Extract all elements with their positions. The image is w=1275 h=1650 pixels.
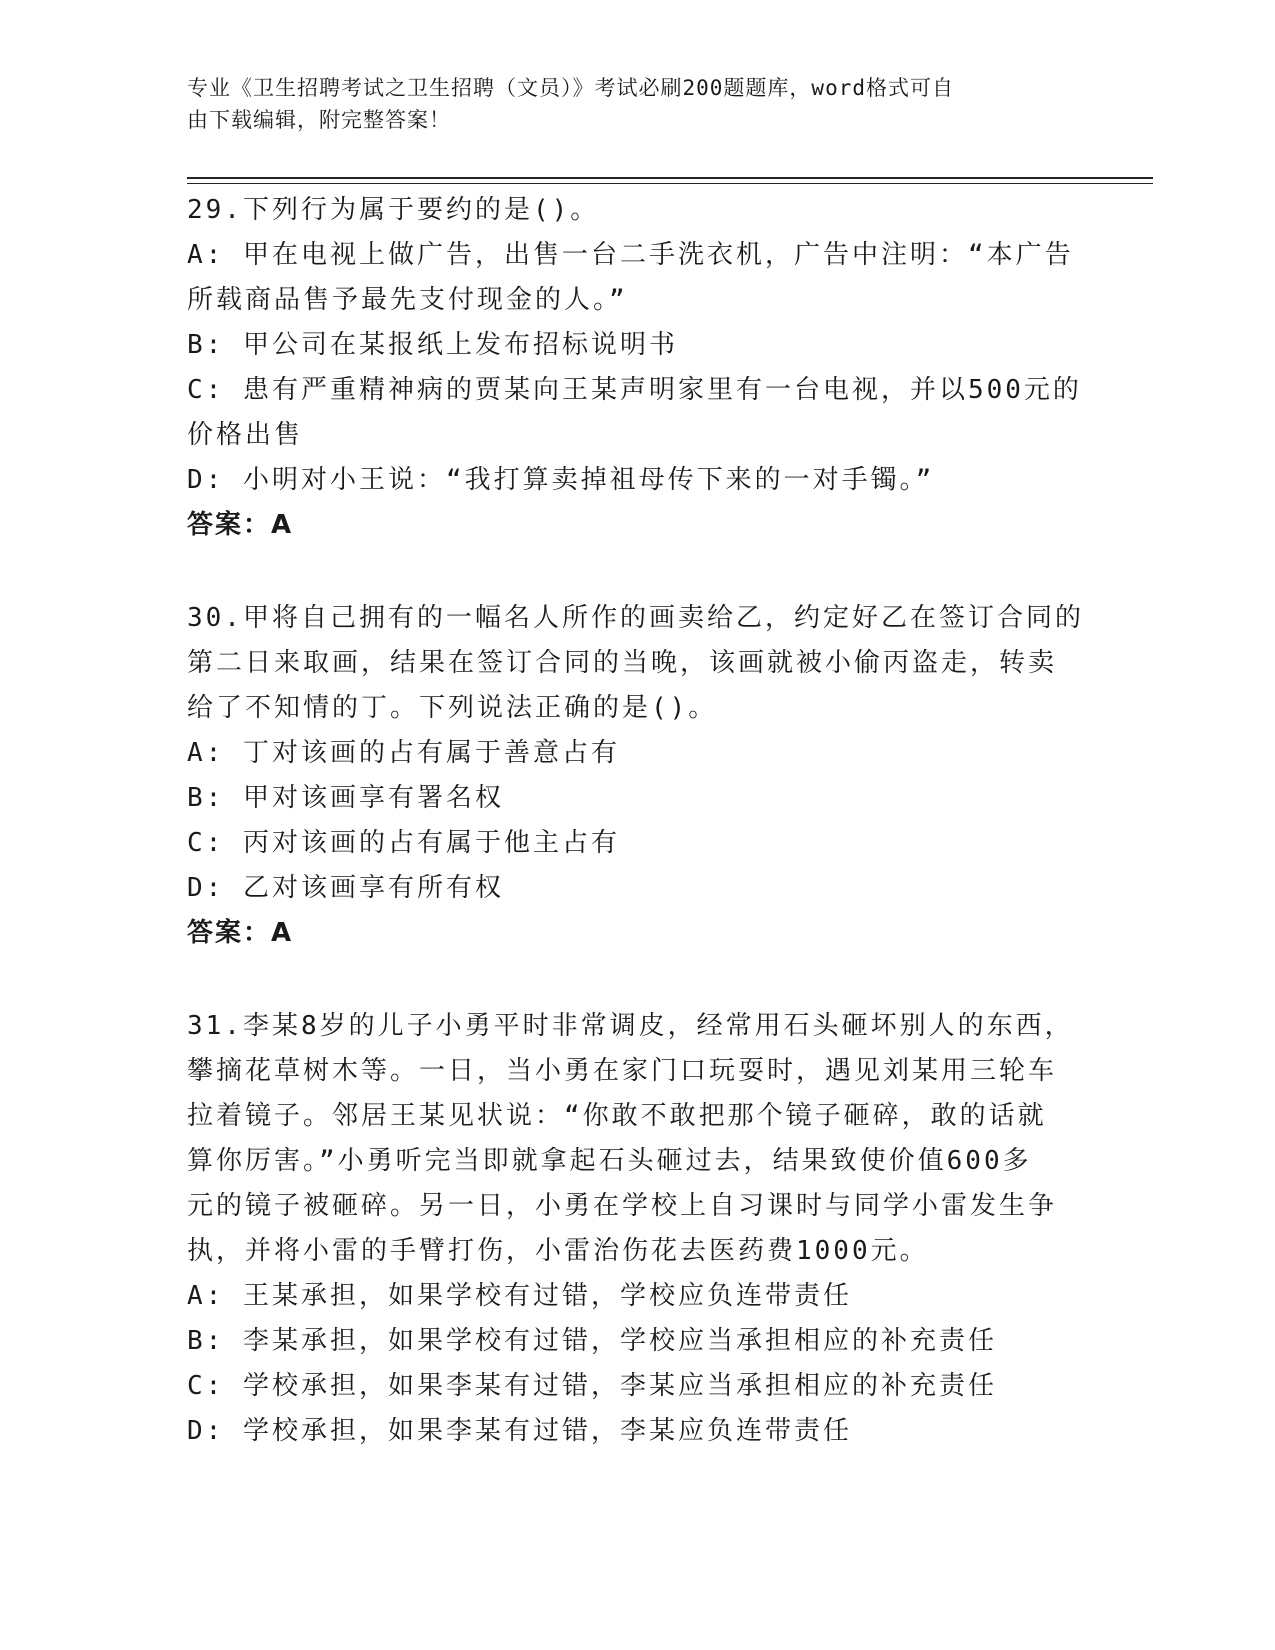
option-c-line-2: 价格出售 — [187, 420, 304, 450]
question-stem-line: 攀摘花草树木等。一日，当小勇在家门口玩耍时，遇见刘某用三轮车 — [187, 1056, 1058, 1086]
answer: 答案：A — [187, 510, 294, 540]
header-line-1: 专业《卫生招聘考试之卫生招聘（文员）》考试必刷200题题库，word格式可自 — [187, 76, 954, 100]
option-c: C: 学校承担，如果李某有过错，李某应当承担相应的补充责任 — [187, 1371, 997, 1401]
answer: 答案：A — [187, 918, 294, 948]
document-header — [187, 72, 1067, 136]
question-29 — [187, 188, 1087, 548]
option-c-line-1: C: 患有严重精神病的贾某向王某声明家里有一台电视，并以500元的 — [187, 375, 1082, 405]
question-stem-line: 30.甲将自己拥有的一幅名人所作的画卖给乙，约定好乙在签订合同的 — [187, 603, 1084, 633]
option-a: A: 王某承担，如果学校有过错，学校应负连带责任 — [187, 1281, 852, 1311]
question-list — [187, 188, 1087, 1454]
question-gap — [187, 956, 1087, 1004]
option-b: B: 甲公司在某报纸上发布招标说明书 — [187, 330, 678, 360]
option-d: D: 学校承担，如果李某有过错，李某应负连带责任 — [187, 1416, 852, 1446]
header-rule-thin — [187, 183, 1153, 184]
option-b: B: 李某承担，如果学校有过错，学校应当承担相应的补充责任 — [187, 1326, 997, 1356]
question-31 — [187, 1004, 1087, 1454]
question-stem-line: 31.李某8岁的儿子小勇平时非常调皮，经常用石头砸坏别人的东西， — [187, 1011, 1074, 1041]
option-d: D: 小明对小王说：“我打算卖掉祖母传下来的一对手镯。” — [187, 465, 935, 495]
option-b: B: 甲对该画享有署名权 — [187, 783, 504, 813]
header-rule-thick — [187, 177, 1153, 179]
question-stem-line: 拉着镜子。邻居王某见状说：“你敢不敢把那个镜子砸碎，敢的话就 — [187, 1101, 1047, 1131]
option-a-line-1: A: 甲在电视上做广告，出售一台二手洗衣机，广告中注明：“本广告 — [187, 240, 1074, 270]
question-stem-line: 第二日来取画，结果在签订合同的当晚，该画就被小偷丙盗走，转卖 — [187, 648, 1058, 678]
option-a-line-2: 所载商品售予最先支付现金的人。” — [187, 285, 628, 315]
option-a: A: 丁对该画的占有属于善意占有 — [187, 738, 620, 768]
question-30 — [187, 596, 1087, 956]
option-d: D: 乙对该画享有所有权 — [187, 873, 504, 903]
question-stem-line: 给了不知情的丁。下列说法正确的是()。 — [187, 693, 718, 723]
option-c: C: 丙对该画的占有属于他主占有 — [187, 828, 620, 858]
question-stem-line: 元的镜子被砸碎。另一日，小勇在学校上自习课时与同学小雷发生争 — [187, 1191, 1058, 1221]
question-stem-line: 算你厉害。”小勇听完当即就拿起石头砸过去，结果致使价值600多 — [187, 1146, 1032, 1176]
header-line-2: 由下载编辑，附完整答案！ — [187, 108, 451, 132]
question-stem-line: 执，并将小雷的手臂打伤，小雷治伤花去医药费1000元。 — [187, 1236, 929, 1266]
question-stem-line: 29.下列行为属于要约的是()。 — [187, 195, 600, 225]
question-gap — [187, 548, 1087, 596]
